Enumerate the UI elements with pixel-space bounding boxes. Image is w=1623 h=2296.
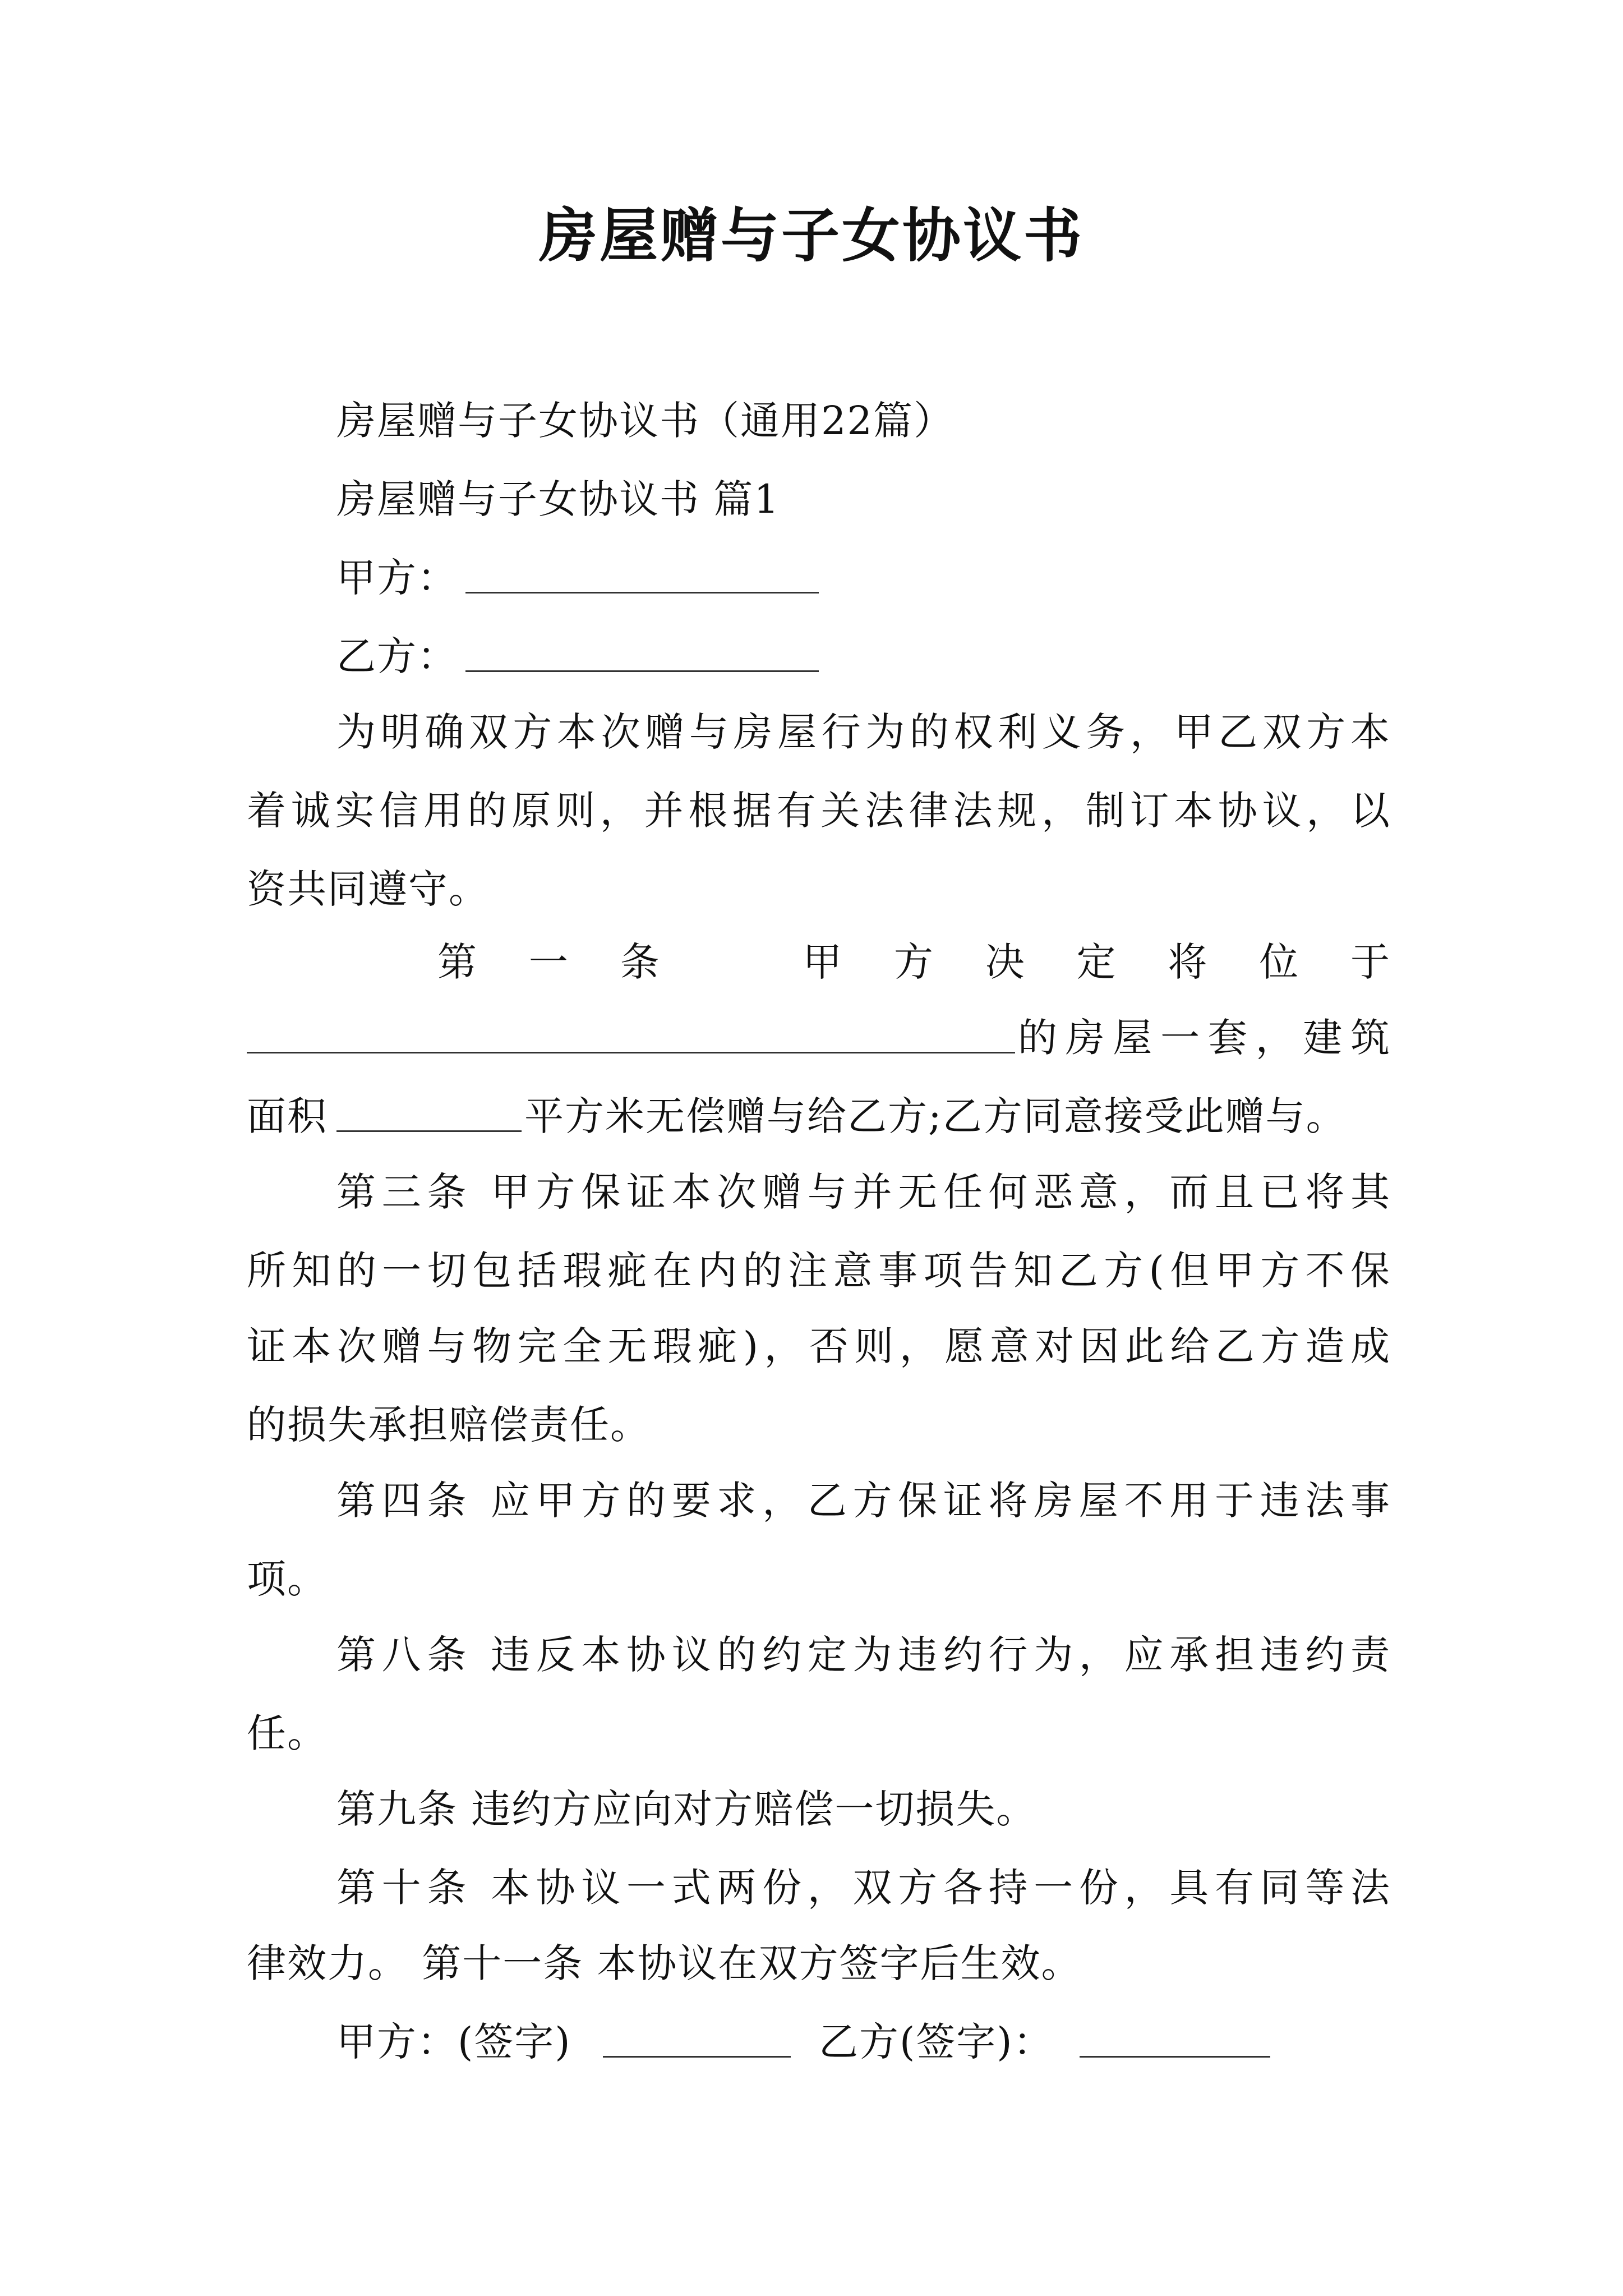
party-b-blank <box>465 670 819 672</box>
article-1-line-2: 的房屋一套，建筑 <box>1018 1015 1391 1061</box>
article-8-line-1: 第八条 违反本协议的约定为违约行为，应承担违约责 <box>336 1632 1391 1678</box>
document-title: 房屋赠与子女协议书 <box>538 201 1084 270</box>
article-9: 第九条 违约方应向对方赔偿一切损失。 <box>336 1786 1037 1832</box>
signature-party-a-label: 甲方：(签字) <box>336 2019 571 2065</box>
intro-line-1: 为明确双方本次赠与房屋行为的权利义务，甲乙双方本 <box>336 709 1391 755</box>
signature-party-b-label: 乙方(签字)： <box>819 2019 1054 2065</box>
intro-line-3: 资共同遵守。 <box>247 866 489 912</box>
address-blank <box>247 1052 1015 1053</box>
signature-party-b-blank <box>1080 2056 1270 2058</box>
article-1-line-1: 第 一 条 甲 方 决 定 将 位 于 <box>437 939 1391 985</box>
party-a-label: 甲方： <box>336 555 458 601</box>
article-3-line-1: 第三条 甲方保证本次赠与并无任何恶意，而且已将其 <box>336 1169 1391 1215</box>
party-a-blank <box>465 592 819 593</box>
article-1-area-label: 面积 <box>247 1093 328 1139</box>
article-3-line-4: 的损失承担赔偿责任。 <box>247 1402 651 1448</box>
chapter-heading: 房屋赠与子女协议书 篇1 <box>336 476 780 522</box>
article-3-line-2: 所知的一切包括瑕疵在内的注意事项告知乙方(但甲方不保 <box>247 1248 1391 1294</box>
article-10-line-2: 律效力。 第十一条 本协议在双方签字后生效。 <box>247 1940 1082 1986</box>
subtitle: 房屋赠与子女协议书（通用22篇） <box>336 398 955 444</box>
article-10-line-1: 第十条 本协议一式两份，双方各持一份，具有同等法 <box>336 1865 1391 1911</box>
article-4-line-2: 项。 <box>247 1556 328 1602</box>
area-blank <box>336 1130 522 1132</box>
signature-party-a-blank <box>603 2056 791 2058</box>
intro-line-2: 着诚实信用的原则，并根据有关法律法规，制订本协议，以 <box>247 788 1391 834</box>
party-b-label: 乙方： <box>336 633 458 679</box>
article-1-line-3: 平方米无偿赠与给乙方;乙方同意接受此赠与。 <box>524 1093 1347 1139</box>
article-8-line-2: 任。 <box>247 1710 328 1756</box>
article-3-line-3: 证本次赠与物完全无瑕疵)，否则，愿意对因此给乙方造成 <box>247 1323 1391 1369</box>
article-4-line-1: 第四条 应甲方的要求，乙方保证将房屋不用于违法事 <box>336 1478 1391 1524</box>
